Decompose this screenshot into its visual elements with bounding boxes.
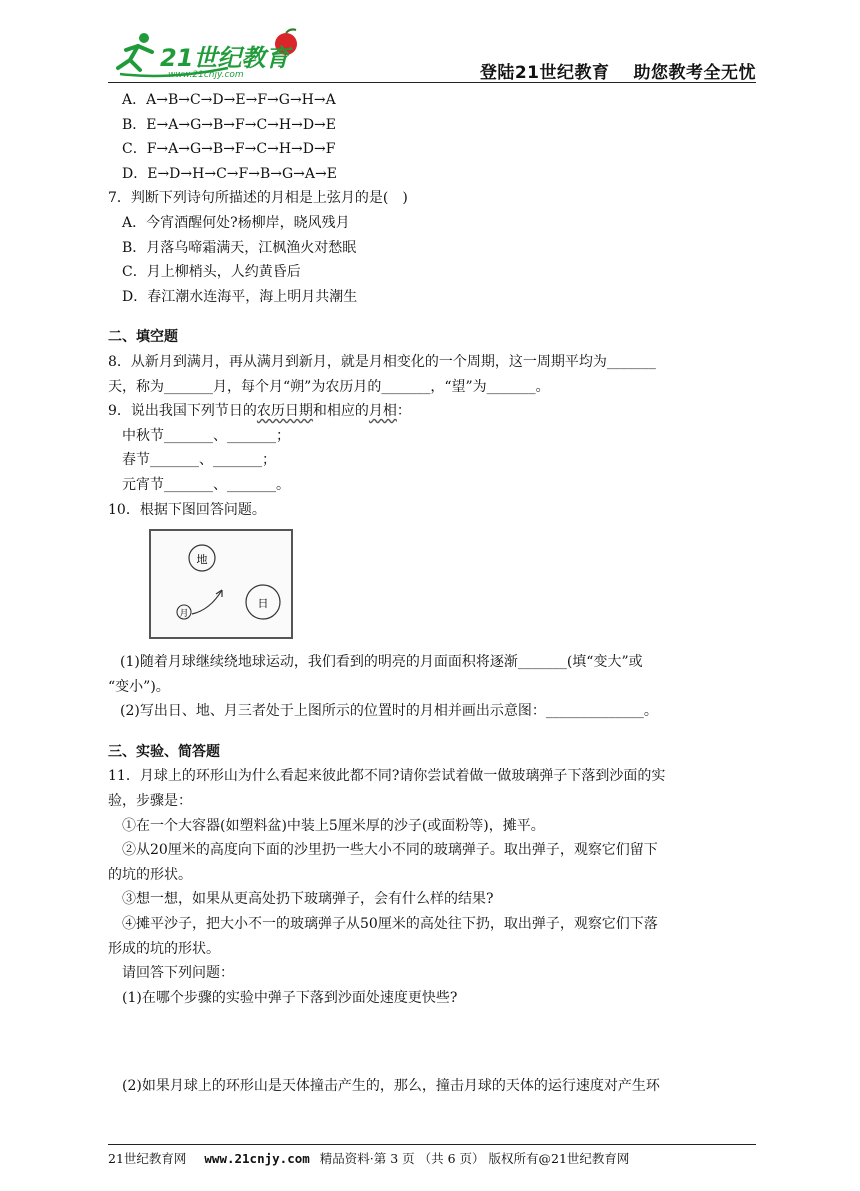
q7-stem: 7．判断下列诗句所描述的月相是上弦月的是( ) [108,190,408,207]
q7-option-c: C．月上柳梢头，人约黄昏后 [122,264,301,281]
q9-term-moon-phase: 月相 [368,403,397,420]
q6-option-a: A．A→B→C→D→E→F→G→H→A [122,92,336,108]
q6-option-b: B．E→A→G→B→F→C→H→D→E [122,116,337,133]
21cnjy-logo [108,28,308,80]
earth-label: 地 [196,553,208,567]
orbit-diagram [148,526,298,644]
q7-option-b: B．月落乌啼霜满天，江枫渔火对愁眠 [122,239,357,256]
q10-1-line1: (1)随着月球继续绕地球运动，我们看到的明亮的月面面积将逐渐_______(填“变大”或 [120,654,643,671]
slogan-login: 登陆21世纪教育 [479,63,610,83]
footer-page-info: 精品资料·第 3 页 （共 6 页） 版权所有@21世纪教育网 [319,1151,630,1166]
page-header [108,28,756,84]
q9-stem: 9．说出我国下列节日的农历日期和相应的月相： [108,403,411,420]
sun-earth-moon-figure [148,526,756,644]
q11-sub1: (1)在哪个步骤的实验中弹子下落到沙面处速度更快些? [122,989,458,1006]
section2-title: 二、填空题 [108,329,178,346]
q11-line2: 验，步骤是： [108,793,192,810]
q9-item-spring: 春节_______、_______； [122,452,276,469]
q8-line1: 8．从新月到满月，再从满月到新月，就是月相变化的一个周期，这一周期平均为_______ [108,353,656,370]
footer-url[interactable]: www.21cnjy.com [204,1151,310,1166]
slogan-help: 助您教考全无忧 [633,63,756,83]
logo-url: www.21cnjy.com [168,70,244,80]
q11-line1: 11．月球上的环形山为什么看起来彼此都不同?请你尝试着做一做玻璃弹子下落到沙面的实 [108,768,666,785]
q11-step1: ①在一个大容器(如塑料盆)中装上5厘米厚的沙子(或面粉等)，摊平。 [122,817,545,834]
q7-option-d: D．春江潮水连海平，海上明月共潮生 [122,288,358,305]
q11-step2-line1: ②从20厘米的高度向下面的沙里扔一些大小不同的玻璃弹子。取出弹子，观察它们留下 [122,842,658,859]
q11-step2-line2: 的坑的形状。 [108,866,192,883]
q7-option-a: A．今宵酒醒何处?杨柳岸，晓风残月 [122,214,350,231]
q11-step3: ③想一想，如果从更高处扔下玻璃弹子，会有什么样的结果? [122,891,494,908]
q11-step4-line2: 形成的坑的形状。 [108,940,220,957]
q8-line2: 天，称为_______月，每个月“朔”为农历月的_______，“望”为_______。 [108,378,550,395]
section3-title: 三、实验、简答题 [108,743,220,760]
q10-1-line2: “变小”)。 [108,678,170,695]
header-rule [108,82,756,83]
page-footer [108,1144,756,1167]
q9-term-lunar-date: 农历日期 [256,403,313,420]
q11-step4-line1: ④摊平沙子，把大小不一的玻璃弹子从50厘米的高处往下扔，取出弹子，观察它们下落 [122,916,658,933]
q6-option-c: C．F→A→G→B→F→C→H→D→F [122,141,336,158]
q6-option-d: D．E→D→H→C→F→B→G→A→E [122,165,337,182]
q11-sub2: (2)如果月球上的环形山是天体撞击产生的，那么，撞击月球的天体的运行速度对产生环 [122,1078,660,1095]
q10-stem: 10．根据下图回答问题。 [108,501,266,518]
logo-text: 21世纪教育 [160,44,290,72]
q9-item-lantern: 元宵节_______、_______。 [122,476,290,493]
q11-ask: 请回答下列问题： [122,965,234,982]
q10-2: (2)写出日、地、月三者处于上图所示的位置时的月相并画出示意图：______________。 [120,703,658,720]
sun-label: 日 [257,597,269,611]
moon-label: 月 [179,609,189,620]
page-content [108,88,756,1099]
answer-space [108,1010,756,1074]
header-slogan [480,58,756,83]
q9-item-midautumn: 中秋节_______、_______； [122,427,290,444]
footer-site: 21世纪教育网 [108,1151,187,1166]
